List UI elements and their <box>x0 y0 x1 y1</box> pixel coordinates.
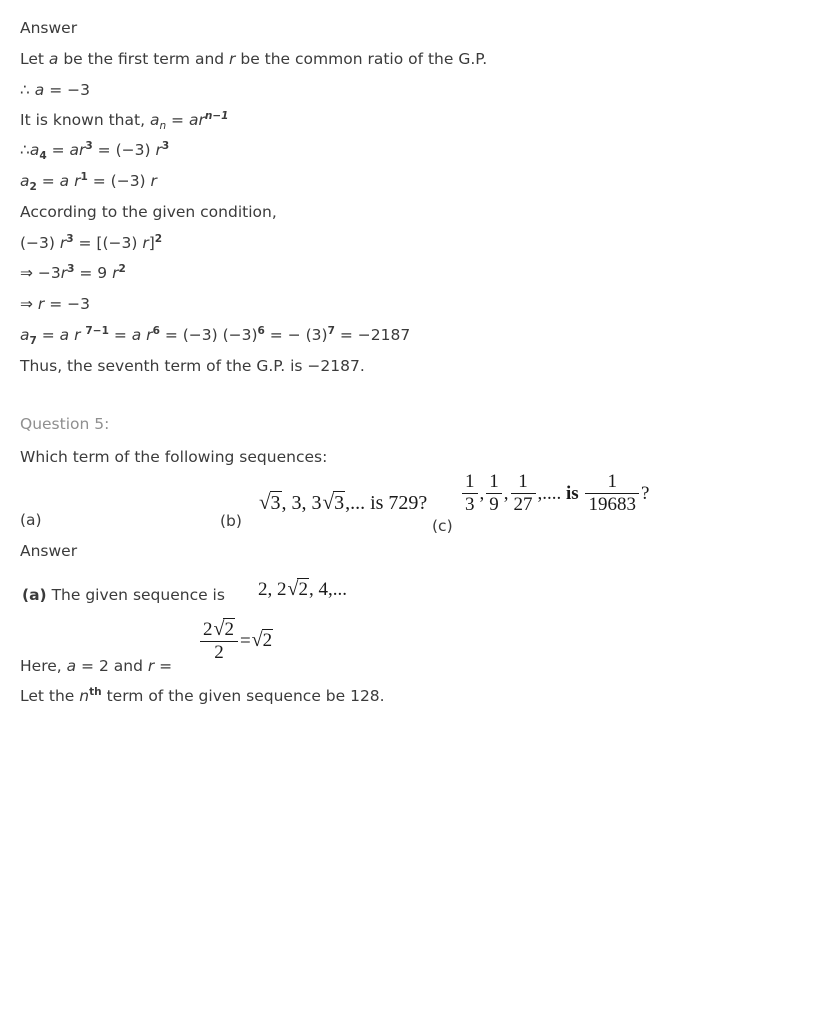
superscript-7: 7 <box>327 324 335 337</box>
text-line-r-equals: ⇒ r = −3 <box>20 295 90 313</box>
fraction-numerator: 1 <box>511 472 536 494</box>
text-line-equation-2: ⇒ $-3r^3 = 9$ $r^2$ <box>20 262 126 282</box>
var-r: r <box>229 50 236 68</box>
fraction-2root2-over-2 <box>200 619 238 663</box>
fraction-one-ninth <box>486 472 502 515</box>
fraction-denominator: 2 <box>214 641 224 663</box>
superscript-3: 3 <box>85 139 93 152</box>
fraction-one-over-19683 <box>585 472 639 515</box>
subscript-4: 4 <box>39 150 47 163</box>
var-r: r <box>74 172 81 190</box>
option-label-b: (b) <box>220 512 242 530</box>
answer-heading-2: Answer <box>20 542 78 560</box>
superscript-3: 3 <box>66 232 74 245</box>
var-a: a <box>20 172 30 190</box>
question-heading: Question 5: <box>20 415 110 433</box>
question-prompt: Which term of the following sequences: <box>20 448 328 466</box>
subscript-7: 7 <box>29 335 37 348</box>
superscript-2: 2 <box>118 262 126 275</box>
answer2-sequence-math <box>258 578 347 601</box>
fraction-numerator: 1 <box>486 472 502 494</box>
option-b-math: √3, 3, 3√3,... is 729? <box>259 490 428 514</box>
option-label-a: (a) <box>20 511 42 529</box>
answer2-last-line <box>20 686 385 706</box>
text-line-a7-computation: $a_7 = a$ r $^{7-1}$ = a $r^6 = (-3) (-3)^6$ = − $(3)^7 = -2187$ <box>20 324 411 348</box>
var-r: r <box>37 295 45 313</box>
superscript-2: 2 <box>154 232 163 245</box>
answer2-intro: The given sequence is <box>51 586 225 604</box>
comma: , <box>503 482 509 504</box>
superscript-3: 3 <box>161 139 170 152</box>
fraction-one-twentyseventh <box>511 472 536 515</box>
radical-3: √3 <box>259 490 281 514</box>
superscript-6: 6 <box>257 324 265 337</box>
var-r: r <box>112 264 119 282</box>
superscript-1: 1 <box>80 170 88 183</box>
var-n: n <box>79 687 90 705</box>
radical-2: √2 <box>251 629 273 652</box>
fraction-numerator: 1 <box>585 472 639 494</box>
radical-3: √3 <box>322 490 345 514</box>
option-c-math <box>460 473 649 516</box>
question-mark: ? <box>640 482 650 504</box>
var-r: r <box>147 657 155 675</box>
var-r: r <box>59 234 67 252</box>
subscript-2: 2 <box>29 181 37 194</box>
var-a: a <box>48 50 59 68</box>
radicand-value: 2 <box>262 630 273 652</box>
answer-heading-1: Answer <box>20 19 78 37</box>
fraction-denominator: 27 <box>513 493 533 515</box>
here-post: = <box>154 657 173 675</box>
subscript-n: n <box>159 120 167 133</box>
var-a: a <box>29 141 40 159</box>
sequence-suffix: , 4,... <box>308 579 347 600</box>
fraction-denominator: 3 <box>465 493 475 515</box>
superscript-n-minus-1: n−1 <box>204 109 229 122</box>
here-prefix: Here, <box>20 657 67 675</box>
last-line-prefix: Let the <box>20 687 80 705</box>
fraction-one-third <box>462 472 478 515</box>
equals-sign: = <box>239 630 251 652</box>
var-r: r <box>60 264 68 282</box>
text-line-a-equals: ∴ a = −3 <box>20 81 90 99</box>
var-r: r <box>142 234 149 252</box>
sequence-prefix: 2, 2 <box>258 579 287 600</box>
expr-ar: a r <box>131 326 153 344</box>
ellipsis: ,.... <box>537 482 562 504</box>
radical-2: √2 <box>287 578 308 600</box>
superscript-th: th <box>89 685 102 698</box>
var-a: a <box>66 657 77 675</box>
num-prefix: 2 <box>203 619 213 640</box>
here-mid: = 2 and <box>76 657 148 675</box>
text-line-according: According to the given condition, <box>20 203 277 221</box>
ratio-fraction-math <box>198 620 273 664</box>
superscript-6: 6 <box>152 324 160 337</box>
expr-ar: ar <box>69 141 86 159</box>
radicand-value: 2 <box>224 619 234 640</box>
option-label-a: (a) <box>22 586 47 604</box>
var-r: r <box>150 172 157 190</box>
text-line-a4: $\therefore a_4 = ar^3 = (-3)$ $r^3$ <box>20 139 170 163</box>
expr-ar: ar <box>188 111 205 129</box>
expr-ar: a r <box>59 326 81 344</box>
fraction-numerator <box>200 619 238 642</box>
answer2-part-a-line <box>22 585 225 605</box>
var-a: a <box>20 326 30 344</box>
text-line-a2: $a_2 = a$ $r^1 = (-3)$ r <box>20 170 157 194</box>
radicand-value: 2 <box>298 579 308 600</box>
comma: , <box>479 482 485 504</box>
fraction-numerator: 1 <box>462 472 478 494</box>
answer2-here-line <box>20 656 172 676</box>
var-r: r <box>155 141 162 159</box>
text-line-let-a-r: Let a be the first term and r be the common ratio of the G.P. <box>20 50 488 68</box>
radical-2: √2 <box>213 618 234 640</box>
var-a: a <box>59 172 70 190</box>
fraction-denominator: 9 <box>489 493 499 515</box>
fraction-denominator: 19683 <box>588 493 636 515</box>
option-label-c: (c) <box>432 517 453 535</box>
var-a: a <box>149 111 160 129</box>
var-a: a <box>34 81 45 99</box>
text-line-conclusion: Thus, the seventh term of the G.P. is −2187. <box>20 357 365 375</box>
superscript-3: 3 <box>67 262 75 275</box>
text-line-known-formula: It is known that, $a_n = ar^{n-1}$ <box>20 109 229 133</box>
last-line-post: term of the given sequence be 128. <box>101 687 385 705</box>
text-line-equation-1: (−3) $r^3 = [(-3)$ r]$^2$ <box>20 232 163 252</box>
superscript-7-minus-1: 7−1 <box>85 324 109 337</box>
is-word: is <box>566 482 579 504</box>
